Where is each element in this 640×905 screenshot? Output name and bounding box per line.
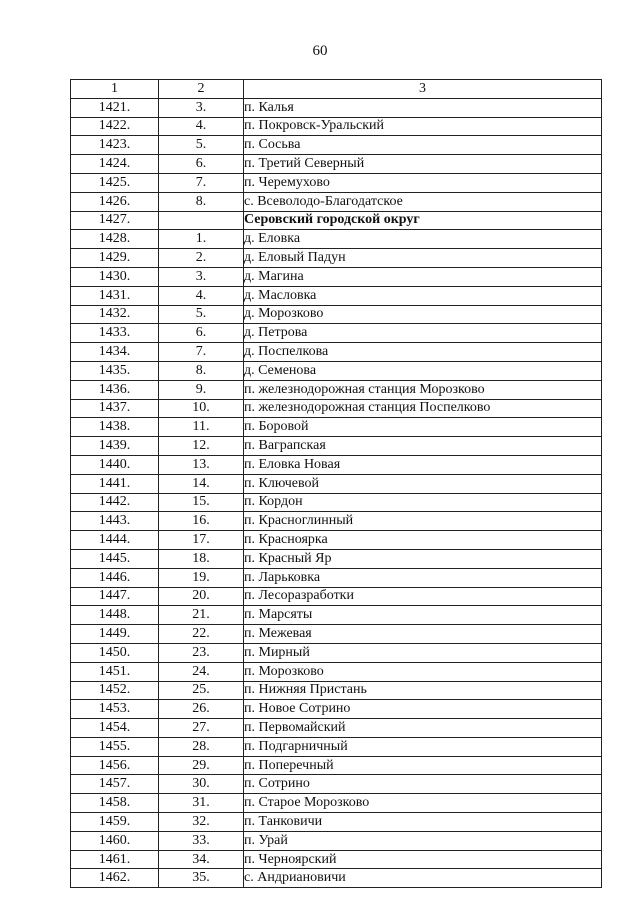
sub-number-cell: 7. xyxy=(159,173,244,192)
header-row xyxy=(71,80,602,99)
sub-number-cell: 21. xyxy=(159,606,244,625)
row-number-cell: 1423. xyxy=(71,136,159,155)
table-row xyxy=(71,625,602,644)
settlement-name-cell: д. Еловка xyxy=(244,230,602,249)
table-row xyxy=(71,136,602,155)
table-row xyxy=(71,117,602,136)
settlement-name-cell: п. Кордон xyxy=(244,493,602,512)
row-number-cell: 1441. xyxy=(71,474,159,493)
settlement-name-cell: п. Черемухово xyxy=(244,173,602,192)
district-heading-cell: Серовский городской округ xyxy=(244,211,602,230)
sub-number-cell: 15. xyxy=(159,493,244,512)
settlement-name-cell: п. Морозково xyxy=(244,662,602,681)
settlements-table xyxy=(70,79,602,888)
table-row xyxy=(71,606,602,625)
row-number-cell: 1426. xyxy=(71,192,159,211)
row-number-cell: 1453. xyxy=(71,700,159,719)
table-row xyxy=(71,813,602,832)
sub-number-cell: 31. xyxy=(159,794,244,813)
table-row xyxy=(71,568,602,587)
sub-number-cell: 17. xyxy=(159,531,244,550)
settlement-name-cell: п. железнодорожная станция Морозково xyxy=(244,380,602,399)
table-row xyxy=(71,343,602,362)
row-number-cell: 1445. xyxy=(71,549,159,568)
settlement-name-cell: п. Сотрино xyxy=(244,775,602,794)
row-number-cell: 1424. xyxy=(71,155,159,174)
settlement-name-cell: п. Лесоразработки xyxy=(244,587,602,606)
table-row xyxy=(71,324,602,343)
row-number-cell: 1434. xyxy=(71,343,159,362)
settlement-name-cell: п. Ларьковка xyxy=(244,568,602,587)
sub-number-cell: 3. xyxy=(159,98,244,117)
row-number-cell: 1458. xyxy=(71,794,159,813)
settlement-name-cell: п. Первомайский xyxy=(244,719,602,738)
sub-number-cell: 5. xyxy=(159,305,244,324)
row-number-cell: 1433. xyxy=(71,324,159,343)
sub-number-cell: 23. xyxy=(159,643,244,662)
row-number-cell: 1436. xyxy=(71,380,159,399)
settlement-name-cell: д. Морозково xyxy=(244,305,602,324)
column-header-1: 1 xyxy=(71,80,159,99)
sub-number-cell: 28. xyxy=(159,737,244,756)
sub-number-cell: 19. xyxy=(159,568,244,587)
row-number-cell: 1461. xyxy=(71,850,159,869)
row-number-cell: 1421. xyxy=(71,98,159,117)
settlement-name-cell: п. Красноярка xyxy=(244,531,602,550)
table-row xyxy=(71,794,602,813)
settlement-name-cell: п. железнодорожная станция Поспелково xyxy=(244,399,602,418)
sub-number-cell: 13. xyxy=(159,455,244,474)
row-number-cell: 1460. xyxy=(71,831,159,850)
sub-number-cell: 2. xyxy=(159,249,244,268)
sub-number-cell: 27. xyxy=(159,719,244,738)
row-number-cell: 1446. xyxy=(71,568,159,587)
row-number-cell: 1438. xyxy=(71,418,159,437)
row-number-cell: 1448. xyxy=(71,606,159,625)
table-row xyxy=(71,775,602,794)
sub-number-cell: 8. xyxy=(159,192,244,211)
table-row xyxy=(71,869,602,888)
table-row xyxy=(71,437,602,456)
table-row xyxy=(71,230,602,249)
row-number-cell: 1440. xyxy=(71,455,159,474)
table-row xyxy=(71,681,602,700)
row-number-cell: 1462. xyxy=(71,869,159,888)
sub-number-cell: 5. xyxy=(159,136,244,155)
table-row xyxy=(71,549,602,568)
settlement-name-cell: д. Петрова xyxy=(244,324,602,343)
row-number-cell: 1422. xyxy=(71,117,159,136)
table-row xyxy=(71,98,602,117)
row-number-cell: 1444. xyxy=(71,531,159,550)
page-number: 60 xyxy=(312,43,328,59)
table-row xyxy=(71,249,602,268)
sub-number-cell: 25. xyxy=(159,681,244,700)
column-header-2: 2 xyxy=(159,80,244,99)
table-row xyxy=(71,380,602,399)
table-row xyxy=(71,211,602,230)
sub-number-cell: 11. xyxy=(159,418,244,437)
table-row xyxy=(71,474,602,493)
settlement-name-cell: д. Масловка xyxy=(244,286,602,305)
settlement-name-cell: п. Нижняя Пристань xyxy=(244,681,602,700)
sub-number-cell: 24. xyxy=(159,662,244,681)
settlement-name-cell: п. Еловка Новая xyxy=(244,455,602,474)
sub-number-cell: 29. xyxy=(159,756,244,775)
sub-number-cell: 30. xyxy=(159,775,244,794)
settlement-name-cell: п. Покровск-Уральский xyxy=(244,117,602,136)
sub-number-cell: 3. xyxy=(159,267,244,286)
row-number-cell: 1457. xyxy=(71,775,159,794)
row-number-cell: 1456. xyxy=(71,756,159,775)
column-header-3: 3 xyxy=(244,80,602,99)
row-number-cell: 1427. xyxy=(71,211,159,230)
table-row xyxy=(71,267,602,286)
row-number-cell: 1450. xyxy=(71,643,159,662)
row-number-cell: 1439. xyxy=(71,437,159,456)
sub-number-cell: 14. xyxy=(159,474,244,493)
settlement-name-cell: п. Боровой xyxy=(244,418,602,437)
sub-number-cell: 32. xyxy=(159,813,244,832)
table-row xyxy=(71,643,602,662)
row-number-cell: 1451. xyxy=(71,662,159,681)
settlement-name-cell: п. Поперечный xyxy=(244,756,602,775)
sub-number-cell: 4. xyxy=(159,286,244,305)
settlement-name-cell: с. Андриановичи xyxy=(244,869,602,888)
settlement-name-cell: п. Красноглинный xyxy=(244,512,602,531)
row-number-cell: 1454. xyxy=(71,719,159,738)
settlement-name-cell: д. Магина xyxy=(244,267,602,286)
table-row xyxy=(71,756,602,775)
table-row xyxy=(71,286,602,305)
settlement-name-cell: с. Всеволодо-Благодатское xyxy=(244,192,602,211)
row-number-cell: 1428. xyxy=(71,230,159,249)
table-row xyxy=(71,831,602,850)
sub-number-cell: 4. xyxy=(159,117,244,136)
sub-number-cell: 33. xyxy=(159,831,244,850)
settlement-name-cell: п. Урай xyxy=(244,831,602,850)
row-number-cell: 1449. xyxy=(71,625,159,644)
row-number-cell: 1443. xyxy=(71,512,159,531)
settlement-name-cell: д. Поспелкова xyxy=(244,343,602,362)
settlement-name-cell: п. Сосьва xyxy=(244,136,602,155)
settlement-name-cell: п. Новое Сотрино xyxy=(244,700,602,719)
sub-number-cell: 10. xyxy=(159,399,244,418)
table-row xyxy=(71,587,602,606)
settlement-name-cell: п. Подгарничный xyxy=(244,737,602,756)
table-row xyxy=(71,850,602,869)
settlement-name-cell: д. Еловый Падун xyxy=(244,249,602,268)
settlement-name-cell: п. Старое Морозково xyxy=(244,794,602,813)
row-number-cell: 1432. xyxy=(71,305,159,324)
settlement-name-cell: п. Черноярский xyxy=(244,850,602,869)
table-row xyxy=(71,493,602,512)
row-number-cell: 1459. xyxy=(71,813,159,832)
row-number-cell: 1447. xyxy=(71,587,159,606)
settlement-name-cell: п. Марсяты xyxy=(244,606,602,625)
settlement-name-cell: п. Красный Яр xyxy=(244,549,602,568)
table-row xyxy=(71,192,602,211)
row-number-cell: 1435. xyxy=(71,361,159,380)
sub-number-cell: 18. xyxy=(159,549,244,568)
settlement-name-cell: д. Семенова xyxy=(244,361,602,380)
table-row xyxy=(71,361,602,380)
sub-number-cell: 34. xyxy=(159,850,244,869)
settlement-name-cell: п. Калья xyxy=(244,98,602,117)
sub-number-cell: 7. xyxy=(159,343,244,362)
table-body xyxy=(71,98,602,887)
settlement-name-cell: п. Межевая xyxy=(244,625,602,644)
table-row xyxy=(71,418,602,437)
table-row xyxy=(71,173,602,192)
sub-number-cell: 12. xyxy=(159,437,244,456)
row-number-cell: 1442. xyxy=(71,493,159,512)
table-row xyxy=(71,399,602,418)
table-row xyxy=(71,455,602,474)
sub-number-cell: 6. xyxy=(159,324,244,343)
sub-number-cell xyxy=(159,211,244,230)
table-header xyxy=(71,80,602,99)
table-row xyxy=(71,512,602,531)
sub-number-cell: 35. xyxy=(159,869,244,888)
row-number-cell: 1431. xyxy=(71,286,159,305)
row-number-cell: 1437. xyxy=(71,399,159,418)
row-number-cell: 1430. xyxy=(71,267,159,286)
sub-number-cell: 8. xyxy=(159,361,244,380)
row-number-cell: 1429. xyxy=(71,249,159,268)
sub-number-cell: 6. xyxy=(159,155,244,174)
settlement-name-cell: п. Третий Северный xyxy=(244,155,602,174)
settlement-name-cell: п. Мирный xyxy=(244,643,602,662)
table-row xyxy=(71,719,602,738)
row-number-cell: 1455. xyxy=(71,737,159,756)
settlement-name-cell: п. Танковичи xyxy=(244,813,602,832)
row-number-cell: 1452. xyxy=(71,681,159,700)
settlement-name-cell: п. Ваграпская xyxy=(244,437,602,456)
table-row xyxy=(71,531,602,550)
row-number-cell: 1425. xyxy=(71,173,159,192)
sub-number-cell: 26. xyxy=(159,700,244,719)
sub-number-cell: 22. xyxy=(159,625,244,644)
sub-number-cell: 20. xyxy=(159,587,244,606)
table-row xyxy=(71,155,602,174)
table-row xyxy=(71,662,602,681)
table-row xyxy=(71,700,602,719)
table-row xyxy=(71,305,602,324)
sub-number-cell: 9. xyxy=(159,380,244,399)
table-row xyxy=(71,737,602,756)
settlement-name-cell: п. Ключевой xyxy=(244,474,602,493)
sub-number-cell: 16. xyxy=(159,512,244,531)
sub-number-cell: 1. xyxy=(159,230,244,249)
